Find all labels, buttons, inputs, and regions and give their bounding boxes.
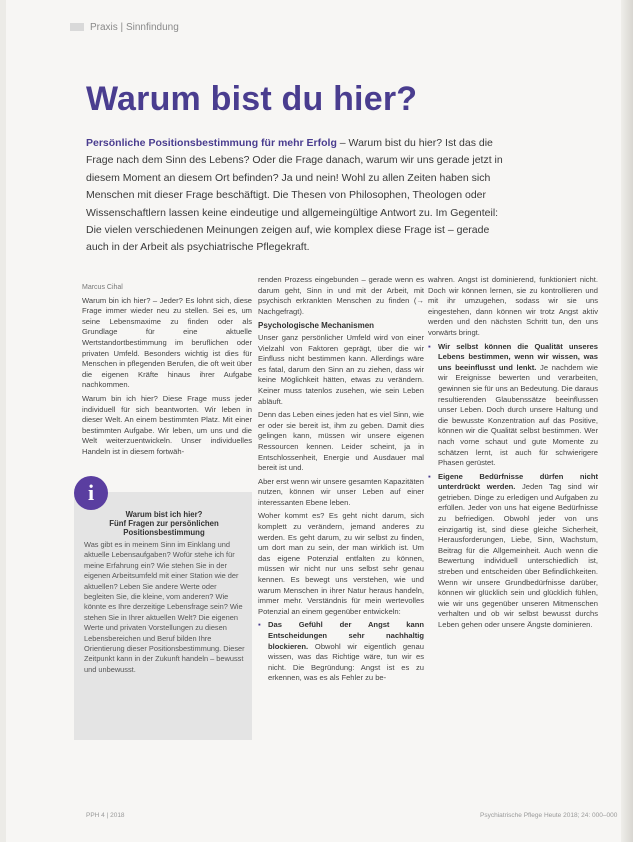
bullet-text: Jeden Tag sind wir getrieben. Dinge zu erledigen und Aufgaben zu erfüllen. Jeder von uns hat eigene Bedürfnisse zu befriedigen. Obwohl jeder von uns einzigartig ist, sind diese gleiche Sicherheit, Herausforderungen, Liebe, Sinn, Wachstum, Beitrag für die Allgemeinheit. Auch wenn die Bewertung individuell unterschiedlich ist, streben und entscheiden über Befindlichkeiten. Wenn wir unsere Grundbedürfnisse darüber, können wir glücklich sein und glücklich fühlen, wie wir uns gegenüber unseren Mitmenschen verhalten und ob wir selbst bewusst durchs Leben gehen oder unsere Ängste dominieren.: [438, 482, 598, 629]
running-header: [70, 22, 179, 33]
bullet-item: [428, 472, 598, 631]
bullet-text: Obwohl wir eigentlich genau wissen, was das Richtige wäre, tun wir es nicht. Die Begründung: Angst ist es zu erkennen, was es als Fehler zu be-: [268, 641, 424, 683]
bullet-item: [258, 620, 424, 684]
section-heading: Psychologische Mechanismen: [258, 321, 375, 331]
col2-intro: renden Prozess eingebunden – gerade wenn es darum geht, Sinn in und mit der Arbeit, mit psychisch erkrankten Menschen zu finden (→ Nachgefragt).: [258, 275, 424, 316]
bullet-arrow-icon: ▪: [428, 471, 431, 481]
column-3: [428, 275, 598, 634]
col2-paragraph-4: Woher kommt es? Es geht nicht darum, sich komplett zu verändern, jemand anderes zu werden. Es geht darum, zu wir selbst zu finden, um dort man zu sein, der man wirklich ist. Um das eigene Potenzial entfalten zu können, müssen wir nicht nur uns selbst sehr genau kennen. Es bewegt uns verstehen, wie und warum Menschen in ihrer Natur heraus handeln, immer mehr. Verständnis für mein wertevolles Potenzial an einem gegenüber entwickeln:: [258, 511, 424, 616]
running-header-text: Praxis | Sinnfindung: [90, 22, 179, 33]
column-1: [82, 283, 252, 461]
col1-paragraph-1: Warum bin ich hier? – Jeder? Es lohnt sich, diese Frage immer wieder neu zu stellen. Sei es, um seine Lebensmaxime zu finden oder als Grundlage für eine aktuelle Wertstandortbestimmung im beruflichen oder privaten Umfeld. Besonders wichtig ist dies für Menschen in pflegenden Berufen, die oft weit über die eigenen Kräfte hinaus ihrer Aufgabe nachkommen.: [82, 295, 252, 390]
info-box-subtitle: Fünf Fragen zur persönlichen Positionsbestimmung: [109, 519, 219, 537]
info-icon: i: [74, 476, 108, 510]
info-box: [74, 480, 252, 740]
col2-paragraph-3: Aber erst wenn wir unsere gesamten Kapazitäten nutzen, können wir unser Leben auf einer interessanten Ebene leben.: [258, 476, 424, 507]
bullet-arrow-icon: ▪: [258, 620, 261, 630]
header-bar: [70, 23, 84, 31]
info-box-title: Warum bist ich hier?: [125, 510, 203, 519]
footer-left: PPH 4 | 2018: [86, 812, 125, 819]
col3-intro: wahren. Angst ist dominierend, funktioniert nicht. Doch wir können lernen, sie zu kontrollieren und mit ihr umzugehen, sodass wir sie uns eingestehen, dann können wir trotz Angst aktiv werden und den nächsten Schritt tun, den uns vorwärts bringt.: [428, 275, 598, 337]
page-edge: [0, 0, 6, 842]
column-2: [258, 275, 424, 687]
col2-paragraph-2: Denn das Leben eines jeden hat es viel Sinn, wie er oder sie bereit ist, ihm zu geben. Damit dies gelingen kann, müssen wir unsere eigenen Ressourcen kennen. Leider scheint, ja in Entschlossenheit, Energie und Ausdauer mal bereit ist und.: [258, 410, 424, 473]
lead-text: – Warum bist du hier? Ist das die Frage nach dem Sinn des Lebens? Oder die Frage danach, warum wir uns gerade jetzt in diesem Moment an diesem Ort befinden? Ja und nein! Wohl zu allen Zeiten haben sich Menschen mit dieser Frage beschäftigt. Die Thesen von Philosophen, Theologen oder Wissenschaftlern lassen keine eindeutige und allgemeingültige Antwort zu. Im Gegenteil: Die vielen verschiedenen Meinungen zeigen auf, wie komplex diese Frage ist – gerade auch in der Arbeit als psychiatrische Pflegekraft.: [86, 137, 503, 254]
info-box-body: Was gibt es in meinem Sinn im Einklang und aktuelle Lebensaufgaben? Wofür stehe ich für meine Erfahrung ein? Wie stehen Sie in der eigenen Arbeitsumfeld mit einer Station wie der aktuellen? Leben Sie andere Werte oder begleiten Sie, die kleine, vom anderen? Wie könnte es Ihre derzeitige Lebensfrage sein? Wie stehen Sie in Ihrer aktuellen Welt? Die eigenen Werte und privaten Vorstellungen zu diesen Lebensbereichen und Beruf bilden Ihre Orientierung dieser Positionsbestimmung. Dieser Zeitpunkt kann in der Zukunft handeln – bewusst und unbewusst.: [84, 540, 245, 674]
lead-paragraph: [86, 135, 506, 257]
page-fold-shadow: [621, 0, 633, 842]
bullet-title: Eigene Bedürfnisse dürfen nicht unterdrückt werden.: [438, 471, 598, 492]
bullet-item: [428, 342, 598, 469]
lead-kicker: Persönliche Positionsbestimmung für mehr Erfolg: [86, 137, 337, 149]
bullet-title: Wir selbst können die Qualität unseres Lebens bestimmen, wenn wir wissen, was uns beeinflusst und lenkt.: [438, 341, 598, 372]
info-box-header: [84, 510, 244, 537]
col1-paragraph-2: Warum bin ich hier? Diese Frage muss jeder individuell für sich beantworten. Wir leben in dieser Welt. An einem bestimmten Platz. Mit einer bestimmten Aufgabe. Wir leben, um uns und die Welt weiterzuentwickeln. Unser individuelles Handeln ist in diesem fortwäh-: [82, 393, 252, 456]
col2-paragraph-1: Unser ganz persönlicher Umfeld wird von einer Vielzahl von Faktoren geprägt, über die wir Einfluss nicht bestimmen kann. Allerdings wäre es fatal, darum den Sinn an zu ziehen, dass wir keine Möglichkeit hätten, etwas zu verändern. Keiner muss tatenlos zusehen, wie sein Leben abläuft.: [258, 332, 424, 406]
bullet-arrow-icon: ▪: [428, 341, 431, 351]
footer-right: Psychiatrische Pflege Heute 2018; 24: 000–000: [480, 812, 618, 819]
author-byline: Marcus Cihal: [82, 284, 123, 291]
article-title: Warum bist du hier?: [86, 80, 418, 118]
bullet-title: Das Gefühl der Angst kann Entscheidungen sehr nachhaltig blockieren.: [268, 620, 424, 651]
bullet-text: Je nachdem wie wir Ereignisse bewerten und verarbeiten, gewinnen sie für uns an Bedeutung. Die daraus resultierenden Glaubenssätze beeinflussen unser Leben. Doch durch unsere Haltung und die bewusste Konzentration auf das Positive, können wir die Qualität selbst bestimmen. Wer nach vorne schaut und gute Momente zu schätzen lernt, ist auch für schwierigere Phasen gerüstet.: [438, 362, 598, 468]
